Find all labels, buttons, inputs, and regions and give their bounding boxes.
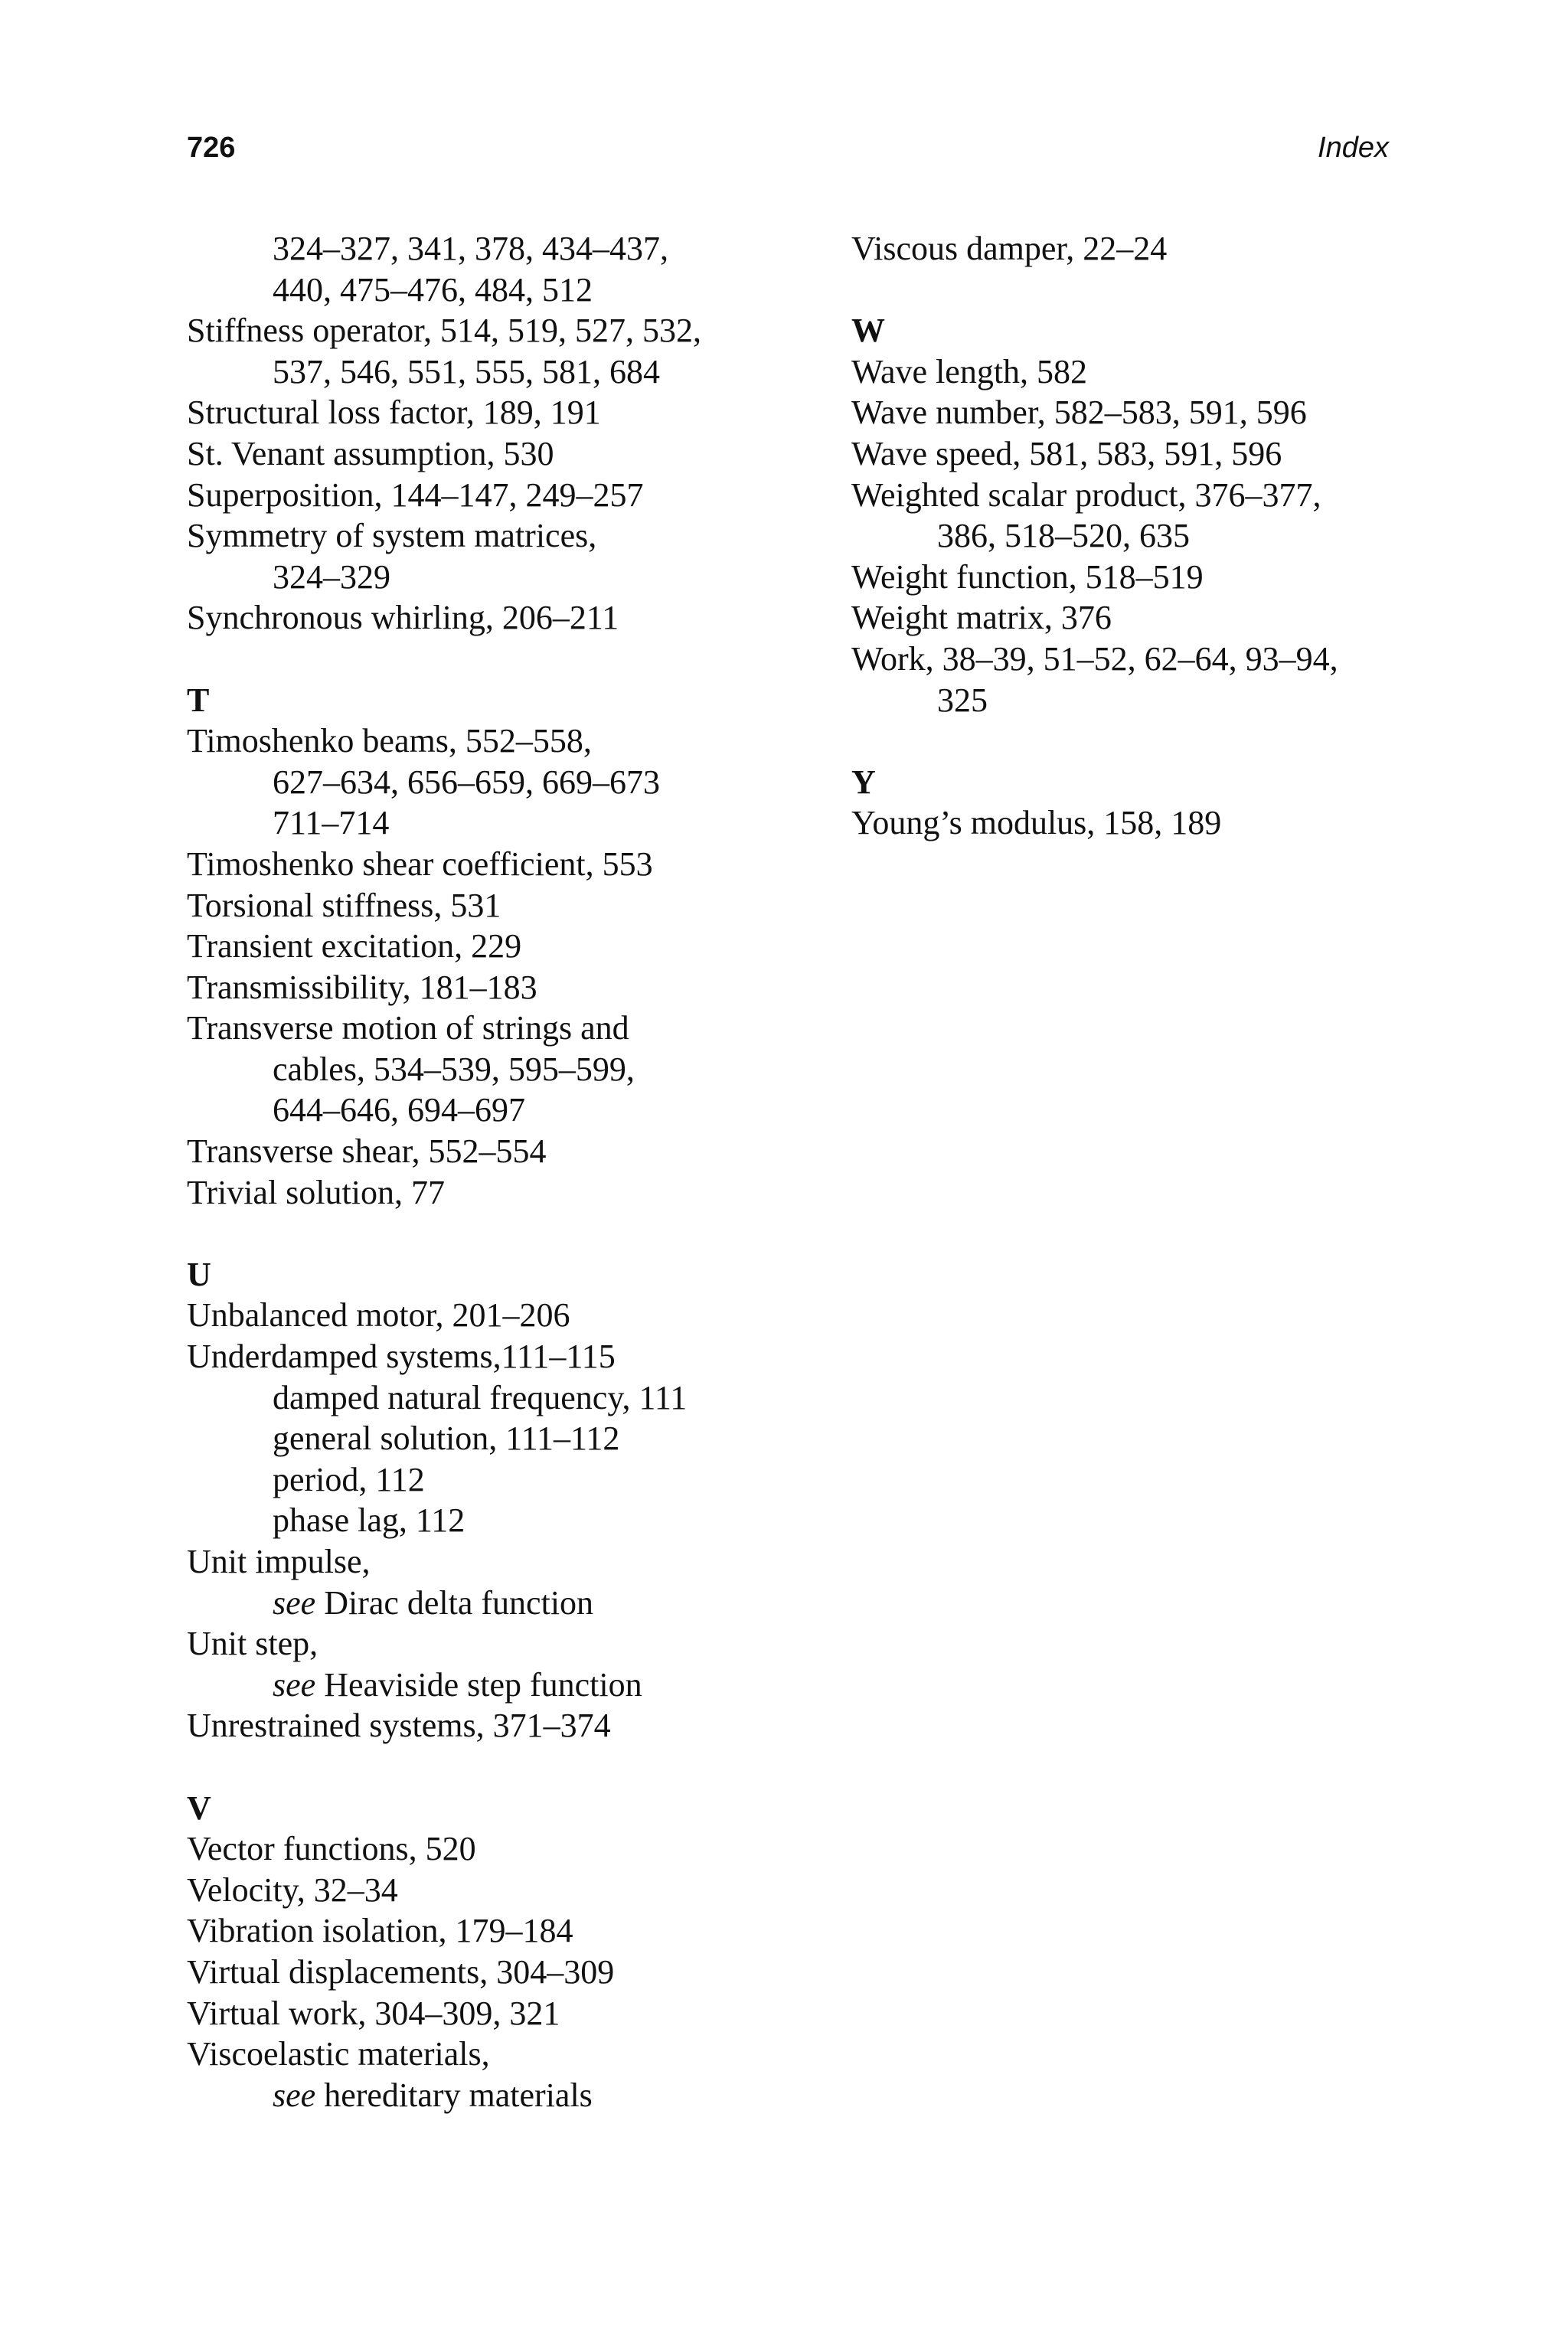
index-entry: Weight function, 518–519: [851, 557, 1204, 596]
page-number: 726: [187, 132, 236, 164]
index-entry: Unbalanced motor, 201–206: [187, 1296, 570, 1335]
index-entry-continuation: 324–327, 341, 378, 434–437,: [273, 230, 668, 267]
index-entry-continuation: period, 112: [273, 1460, 425, 1498]
index-entry-continuation: 711–714: [273, 804, 390, 842]
index-entry: St. Venant assumption, 530: [187, 434, 554, 472]
index-entry-continuation: phase lag, 112: [273, 1501, 466, 1540]
index-section-letter: T: [187, 681, 210, 719]
index-entry: Weight matrix, 376: [851, 599, 1112, 637]
index-entry: Virtual work, 304–309, 321: [187, 1994, 560, 2032]
index-entry: Underdamped systems,111–115: [187, 1338, 616, 1376]
index-entry: Virtual displacements, 304–309: [187, 1952, 615, 1991]
index-entry: Velocity, 32–34: [187, 1870, 398, 1909]
index-see-reference: [187, 2075, 845, 2116]
index-entry: Structural loss factor, 189, 191: [187, 394, 601, 432]
index-entry: Symmetry of system matrices,: [187, 517, 597, 555]
index-entry: Trivial solution, 77: [187, 1173, 445, 1211]
see-keyword: see: [273, 1583, 316, 1622]
index-see-reference: [187, 1583, 845, 1624]
index-entry: Synchronous whirling, 206–211: [187, 599, 619, 637]
index-entry-continuation: 325: [937, 681, 988, 719]
index-entry-continuation: 440, 475–476, 484, 512: [273, 270, 593, 309]
index-entry: Young’s modulus, 158, 189: [851, 804, 1222, 842]
index-section-letter: W: [851, 312, 885, 350]
index-entry-continuation: 627–634, 656–659, 669–673: [273, 763, 660, 801]
section-gap: [187, 1746, 845, 1788]
index-entry: Timoshenko shear coefficient, 553: [187, 845, 653, 883]
index-entry: Wave number, 582–583, 591, 596: [851, 394, 1307, 432]
index-entry-continuation: 386, 518–520, 635: [937, 517, 1190, 555]
index-entry: Vector functions, 520: [187, 1830, 476, 1868]
index-entry: Unrestrained systems, 371–374: [187, 1707, 611, 1745]
index-entry: Superposition, 144–147, 249–257: [187, 475, 644, 514]
index-entry-continuation: 537, 546, 551, 555, 581, 684: [273, 352, 660, 390]
section-gap: [187, 639, 845, 680]
index-entry: Unit step,: [187, 1625, 318, 1663]
index-see-reference: [187, 1665, 845, 1706]
section-gap: [851, 270, 1433, 311]
section-gap: [187, 1213, 845, 1254]
index-entry-continuation: cables, 534–539, 595–599,: [273, 1050, 635, 1088]
index-entry-continuation: damped natural frequency, 111: [273, 1378, 688, 1416]
index-entry: Vibration isolation, 179–184: [187, 1912, 573, 1950]
see-target: Heaviside step function: [315, 1665, 642, 1704]
index-column-left: [187, 228, 845, 2115]
index-entry-continuation: 644–646, 694–697: [273, 1091, 525, 1129]
index-entry: Timoshenko beams, 552–558,: [187, 722, 592, 760]
see-target: Dirac delta function: [315, 1583, 594, 1622]
index-entry: Transverse motion of strings and: [187, 1009, 629, 1047]
index-column-right: [851, 228, 1433, 844]
index-entry: Transmissibility, 181–183: [187, 968, 537, 1006]
index-entry: Wave speed, 581, 583, 591, 596: [851, 434, 1282, 472]
index-entry: Stiffness operator, 514, 519, 527, 532,: [187, 312, 702, 350]
index-section-letter: V: [187, 1789, 211, 1827]
page-header: [187, 132, 1389, 175]
index-section-letter: Y: [851, 763, 876, 801]
section-gap: [851, 720, 1433, 762]
index-entry: Wave length, 582: [851, 352, 1088, 390]
running-head: Index: [1318, 132, 1389, 164]
index-entry: Viscoelastic materials,: [187, 2035, 490, 2073]
index-entry: Transverse shear, 552–554: [187, 1132, 547, 1171]
index-entry: Viscous damper, 22–24: [851, 230, 1168, 267]
see-keyword: see: [273, 1665, 316, 1704]
index-entry-continuation: general solution, 111–112: [273, 1420, 620, 1458]
index-section-letter: U: [187, 1255, 211, 1293]
index-entry: Weighted scalar product, 376–377,: [851, 475, 1321, 514]
index-entry: Unit impulse,: [187, 1543, 371, 1580]
index-entry: Torsional stiffness, 531: [187, 886, 501, 924]
index-entry-continuation: 324–329: [273, 557, 390, 596]
see-keyword: see: [273, 2076, 316, 2114]
index-entry: Transient excitation, 229: [187, 927, 522, 965]
index-entry: Work, 38–39, 51–52, 62–64, 93–94,: [851, 639, 1338, 678]
see-target: hereditary materials: [315, 2076, 593, 2114]
